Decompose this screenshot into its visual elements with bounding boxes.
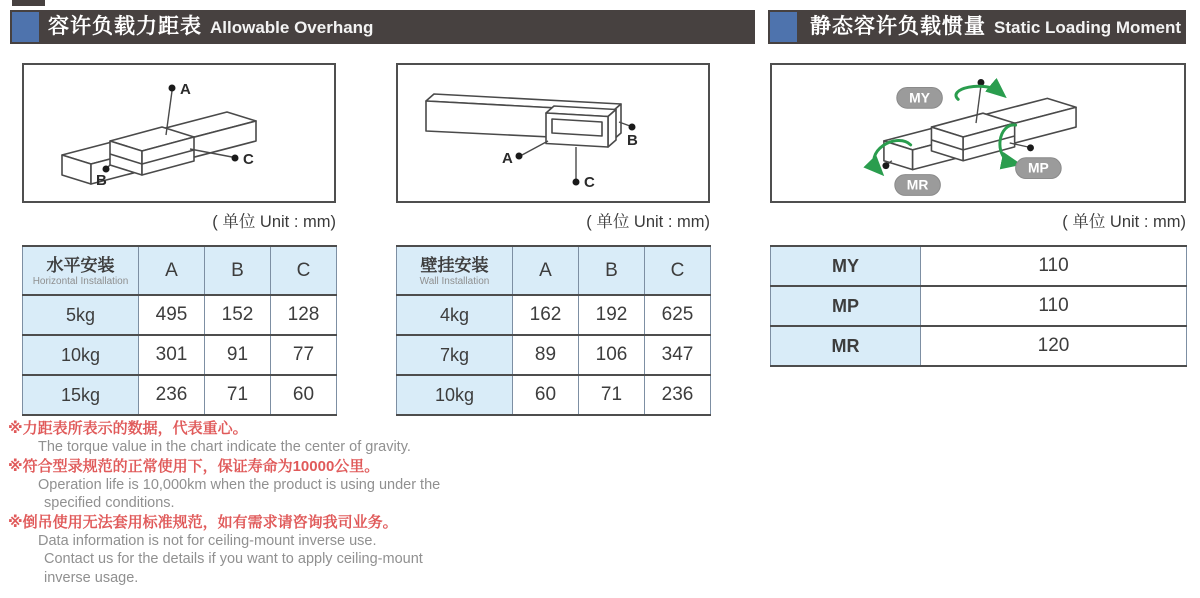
- column-header-a: A: [513, 246, 579, 295]
- point-c-dot: [573, 179, 580, 186]
- accent-square-icon: [12, 12, 39, 42]
- value-cell: 236: [645, 375, 711, 415]
- point-a-label: A: [180, 81, 191, 98]
- value-cell: 236: [139, 375, 205, 415]
- table-row: [771, 326, 1187, 366]
- dimension-point-a: [502, 141, 548, 167]
- page-edge-mark: [12, 0, 45, 6]
- table-header-row: [397, 246, 711, 295]
- point-b-label: B: [96, 172, 107, 189]
- load-cell: 5kg: [23, 295, 139, 335]
- table-row: [771, 246, 1187, 286]
- point-b-dot: [629, 124, 636, 131]
- load-cell: 15kg: [23, 375, 139, 415]
- dimension-point-b: [619, 122, 638, 149]
- footnote-en-continued: inverse usage.: [44, 569, 139, 586]
- diagram-wall-installation: [396, 63, 710, 203]
- value-cell: 495: [139, 295, 205, 335]
- table-title-zh: 水平安装: [46, 255, 115, 275]
- value-cell: 192: [579, 295, 645, 335]
- value-cell: 89: [513, 335, 579, 375]
- value-cell: 162: [513, 295, 579, 335]
- unit-note: ( 单位 Unit : mm): [586, 213, 710, 231]
- table-title-en: Wall Installation: [419, 275, 490, 287]
- load-cell: 7kg: [397, 335, 513, 375]
- table-title-en: Horizontal Installation: [32, 275, 129, 287]
- footnote-en-continued: Contact us for the details if you want to apply ceiling-mount: [44, 551, 423, 568]
- moment-value-cell: 110: [921, 286, 1187, 326]
- static-loading-moment-table: [770, 245, 1187, 367]
- moment-label-cell: MR: [771, 326, 921, 366]
- value-cell: 301: [139, 335, 205, 375]
- table-row: [23, 335, 337, 375]
- point-a-dot: [169, 85, 176, 92]
- footnotes: [8, 419, 568, 588]
- section-title-zh: 静态容许负载惯量: [810, 15, 986, 38]
- point-c-label: C: [584, 174, 595, 191]
- point-b-label: B: [627, 132, 638, 149]
- value-cell: 128: [271, 295, 337, 335]
- column-header-c: C: [271, 246, 337, 295]
- horizontal-installation-drawing: [24, 65, 334, 201]
- footnote-en-continued: specified conditions.: [44, 495, 175, 512]
- wall-installation-table: [396, 245, 711, 416]
- footnote-en: The torque value in the chart indicate the center of gravity.: [38, 439, 411, 455]
- load-cell: 10kg: [397, 375, 513, 415]
- value-cell: 91: [205, 335, 271, 375]
- moment-value-cell: 110: [921, 246, 1187, 286]
- unit-note: ( 单位 Unit : mm): [1062, 213, 1186, 231]
- point-a-dot: [516, 153, 523, 160]
- footnote-en: Operation life is 10,000km when the product is using under the: [38, 476, 441, 493]
- value-cell: 152: [205, 295, 271, 335]
- section-title-en: Static Loading Moment: [994, 18, 1181, 37]
- diagram-horizontal-installation: [22, 63, 336, 203]
- table-row: [397, 295, 711, 335]
- point-c-dot: [232, 155, 239, 162]
- column-header-c: C: [645, 246, 711, 295]
- value-cell: 625: [645, 295, 711, 335]
- moment-drawing: [772, 65, 1184, 201]
- dimension-point-c: [573, 147, 596, 191]
- footnote-zh: ※力距表所表示的数据，代表重心。: [8, 420, 248, 437]
- table-row: [397, 375, 711, 415]
- section-title-zh: 容许负载力距表: [48, 15, 202, 38]
- value-cell: 77: [271, 335, 337, 375]
- point-c-label: C: [243, 151, 254, 168]
- table-row: [771, 286, 1187, 326]
- load-cell: 4kg: [397, 295, 513, 335]
- moment-value-cell: 120: [921, 326, 1187, 366]
- accent-square-icon: [770, 12, 797, 42]
- mr-badge-label: MR: [906, 176, 929, 193]
- wall-installation-drawing: [398, 65, 708, 201]
- table-title-cell: [23, 246, 139, 295]
- section-header-static-loading-moment: [768, 10, 1186, 44]
- section-header-allowable-overhang: [10, 10, 755, 44]
- table-header-row: [23, 246, 337, 295]
- moment-label-cell: MP: [771, 286, 921, 326]
- my-badge-label: MY: [909, 89, 930, 106]
- table-title-cell: [397, 246, 513, 295]
- column-header-b: B: [579, 246, 645, 295]
- mr-axis-dot: [882, 162, 889, 169]
- slider-block: [110, 127, 194, 175]
- column-header-a: A: [139, 246, 205, 295]
- horizontal-installation-table: [22, 245, 337, 416]
- moment-label-cell: MY: [771, 246, 921, 286]
- diagram-static-loading-moment: [770, 63, 1186, 203]
- value-cell: 60: [271, 375, 337, 415]
- footnote-zh: ※倒吊使用无法套用标准规范，如有需求请咨询我司业务。: [8, 513, 398, 531]
- unit-note: ( 单位 Unit : mm): [212, 213, 336, 231]
- value-cell: 60: [513, 375, 579, 415]
- slider-block: [546, 106, 616, 147]
- footnote-en: Data information is not for ceiling-mount inverse use.: [38, 532, 377, 549]
- load-cell: 10kg: [23, 335, 139, 375]
- value-cell: 106: [579, 335, 645, 375]
- mp-axis-dot: [1027, 144, 1034, 151]
- footnote-zh: ※符合型录规范的正常使用下，保证寿命为10000公里。: [8, 457, 380, 475]
- point-a-label: A: [502, 150, 513, 167]
- value-cell: 71: [205, 375, 271, 415]
- my-rotation-arrow-icon: [956, 86, 999, 99]
- table-row: [397, 335, 711, 375]
- section-title-en: Allowable Overhang: [210, 18, 374, 37]
- table-title-zh: 壁挂安装: [420, 255, 489, 275]
- mp-badge-label: MP: [1028, 159, 1049, 176]
- value-cell: 347: [645, 335, 711, 375]
- table-row: [23, 295, 337, 335]
- value-cell: 71: [579, 375, 645, 415]
- column-header-b: B: [205, 246, 271, 295]
- table-row: [23, 375, 337, 415]
